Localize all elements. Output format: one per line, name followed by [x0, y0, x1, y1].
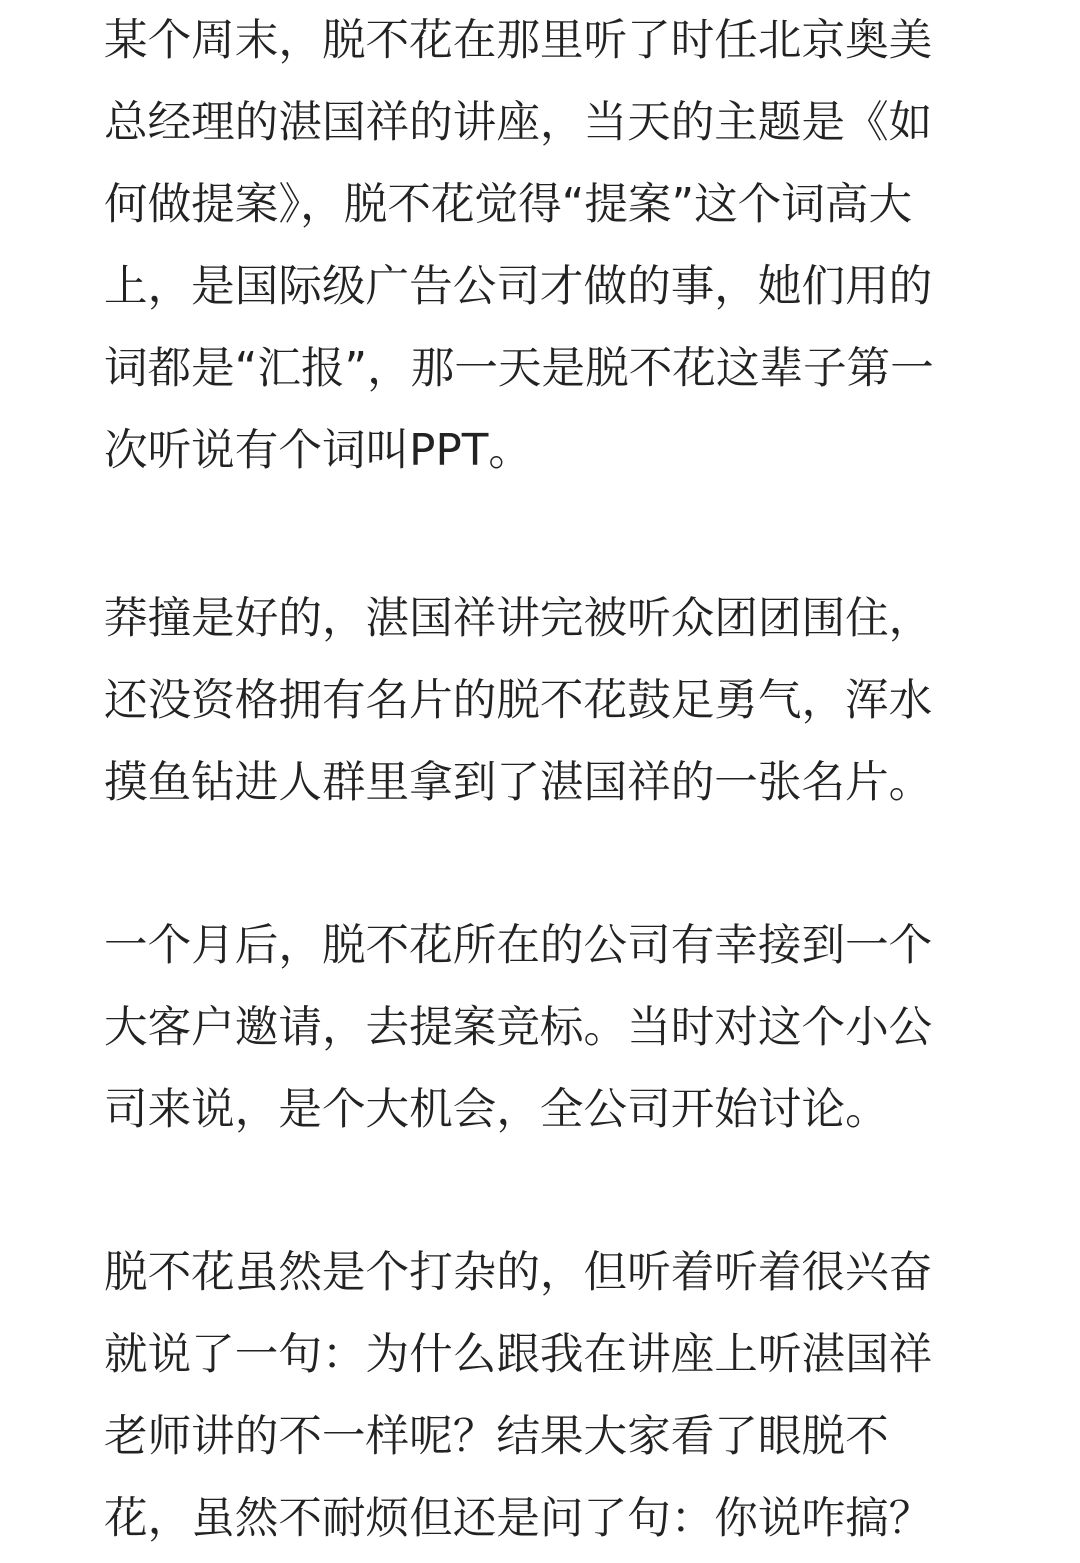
text-line: 总经理的湛国祥的讲座，当天的主题是《如 — [104, 98, 933, 148]
paragraph-3 — [104, 905, 932, 1151]
text-line: 还没资格拥有名片的脱不花鼓足勇气，浑水 — [104, 676, 933, 726]
text-line: 上，是国际级广告公司才做的事，她们用的 — [104, 262, 933, 312]
paragraph-2 — [104, 578, 932, 824]
text-line: 老师讲的不一样呢？结果大家看了眼脱不 — [104, 1412, 889, 1462]
text-line: 脱不花虽然是个打杂的，但听着听着很兴奋 — [104, 1248, 933, 1298]
text-line: 次听说有个词叫PPT。 — [104, 426, 532, 476]
text-line: 何做提案》，脱不花觉得“提案”这个词高大 — [104, 180, 913, 230]
text-line: 某个周末，脱不花在那里听了时任北京奥美 — [104, 16, 933, 66]
text-line: 大客户邀请，去提案竞标。当时对这个小公 — [104, 1003, 933, 1053]
paragraph-4 — [104, 1232, 932, 1560]
text-line: 词都是“汇报”，那一天是脱不花这辈子第一 — [104, 344, 934, 394]
text-line: 莽撞是好的，湛国祥讲完被听众团团围住， — [104, 594, 933, 644]
text-line: 司来说，是个大机会，全公司开始讨论。 — [104, 1085, 889, 1135]
text-line: 一个月后，脱不花所在的公司有幸接到一个 — [104, 921, 933, 971]
text-line: 就说了一句：为什么跟我在讲座上听湛国祥 — [104, 1330, 933, 1380]
paragraph-1 — [104, 0, 934, 492]
text-line: 摸鱼钻进人群里拿到了湛国祥的一张名片。 — [104, 758, 933, 808]
text-line: 花，虽然不耐烦但还是问了句：你说咋搞？ — [104, 1494, 933, 1544]
